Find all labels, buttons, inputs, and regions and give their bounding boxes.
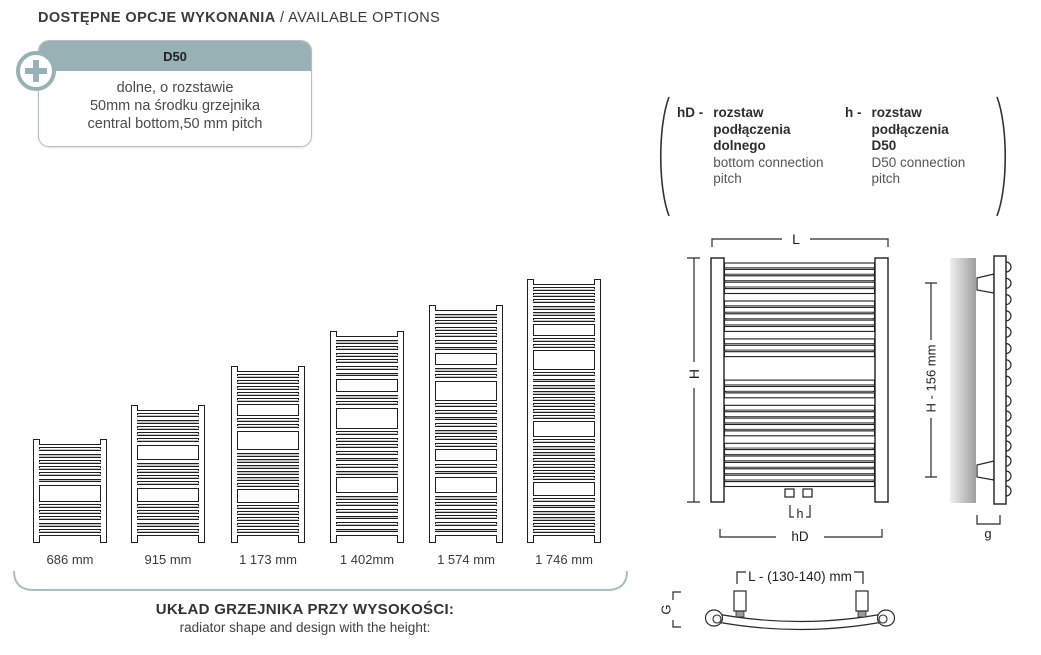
dim-label-hD: hD bbox=[791, 529, 809, 544]
radiator-tube bbox=[336, 336, 398, 341]
radiator-tube bbox=[435, 467, 497, 472]
side-view-tube-end bbox=[1006, 360, 1011, 370]
dim-label-H156: H - 156 mm bbox=[923, 344, 939, 413]
radiator-tube bbox=[533, 290, 595, 294]
radiator-tube bbox=[435, 426, 497, 431]
legend-item-hd bbox=[677, 105, 824, 188]
radiator-tube bbox=[435, 473, 497, 478]
front-view-tube bbox=[725, 263, 875, 268]
front-view-rail-left bbox=[711, 258, 724, 502]
side-view-tube-end bbox=[1006, 426, 1011, 436]
radiator-tube bbox=[435, 505, 497, 510]
radiator-tube bbox=[137, 466, 199, 470]
front-view-tube bbox=[725, 307, 875, 312]
radiator-tube bbox=[533, 532, 595, 536]
radiator-tube bbox=[237, 468, 299, 472]
radiator-tube bbox=[39, 450, 101, 454]
option-card-line-1: dolne, o rozstawie bbox=[116, 80, 234, 96]
radiator-tube bbox=[533, 394, 595, 398]
radiator-tube bbox=[137, 501, 199, 505]
radiator-tube bbox=[533, 341, 595, 345]
front-view-connection-stub-right bbox=[803, 489, 812, 497]
radiator-tube bbox=[435, 371, 497, 376]
front-view-rungs bbox=[725, 263, 875, 487]
radiator-tube bbox=[533, 388, 595, 392]
radiator-tube bbox=[39, 507, 101, 511]
radiator-tube bbox=[237, 401, 299, 405]
option-card-line-3: central bottom,50 mm pitch bbox=[87, 116, 263, 132]
radiator-tube bbox=[533, 406, 595, 410]
radiator-rail-right bbox=[594, 279, 601, 543]
radiator-tube bbox=[533, 467, 595, 471]
radiator-tube bbox=[39, 526, 101, 530]
radiator-tube bbox=[533, 479, 595, 483]
legend-hd-line: podłączenia bbox=[713, 121, 791, 137]
radiator-tube bbox=[533, 315, 595, 319]
dim-label-L: L bbox=[792, 231, 800, 247]
radiator-tube bbox=[435, 364, 497, 369]
radiator-tube bbox=[336, 499, 398, 504]
front-view-tube bbox=[725, 425, 875, 430]
radiator-tube bbox=[137, 513, 199, 517]
radiator-tube bbox=[336, 492, 398, 497]
radiator-tube bbox=[237, 486, 299, 490]
front-view-tube bbox=[725, 431, 875, 436]
dim-label-h: h bbox=[796, 507, 804, 521]
radiator-tube bbox=[435, 446, 497, 451]
caption-line-en: radiator shape and design with the height: bbox=[179, 620, 431, 635]
radiator-tube bbox=[237, 532, 299, 536]
front-view-tube bbox=[725, 352, 875, 357]
front-view-radiator bbox=[711, 258, 888, 502]
radiator-tube bbox=[336, 356, 398, 361]
top-view-bracket-left-foot bbox=[736, 611, 744, 617]
radiator-tube bbox=[336, 428, 398, 433]
radiator-tube bbox=[137, 472, 199, 476]
top-view-collector-right-inner bbox=[879, 615, 887, 623]
radiator-tube bbox=[237, 415, 299, 419]
radiator-1173mm bbox=[231, 366, 305, 567]
radiator-tube bbox=[336, 349, 398, 354]
radiator-tube bbox=[39, 469, 101, 473]
caption-line-pl: UKŁAD GRZEJNIKA PRZY WYSOKOŚCI: bbox=[155, 601, 455, 618]
front-view-tube bbox=[725, 320, 875, 325]
radiator-tube bbox=[336, 460, 398, 465]
radiator-tube bbox=[533, 526, 595, 530]
front-view-tube bbox=[725, 462, 875, 467]
front-view-tube bbox=[725, 269, 875, 274]
radiator-tube bbox=[137, 526, 199, 530]
side-view-tube-end bbox=[1006, 486, 1011, 496]
front-view-tube bbox=[725, 482, 875, 487]
radiator-tube bbox=[137, 484, 199, 488]
radiator-tube bbox=[237, 480, 299, 484]
top-view-collector-left-inner bbox=[713, 615, 721, 623]
side-view-bracket-top bbox=[977, 274, 994, 293]
radiator-tube bbox=[39, 444, 101, 448]
radiator-1402mm bbox=[330, 331, 404, 567]
front-view-tube bbox=[725, 327, 875, 332]
radiator-tube bbox=[237, 389, 299, 393]
radiator-1574mm bbox=[429, 305, 503, 567]
radiator-tube bbox=[435, 323, 497, 328]
radiator-tube bbox=[533, 501, 595, 505]
radiator-tube bbox=[237, 526, 299, 530]
radiator-tube bbox=[39, 475, 101, 479]
front-view-tube bbox=[725, 339, 875, 344]
radiator-tube bbox=[435, 433, 497, 438]
side-view-tube-end bbox=[1006, 376, 1011, 386]
side-view-tube-end bbox=[1006, 411, 1011, 421]
option-card-header: D50 bbox=[39, 41, 311, 71]
legend bbox=[655, 95, 1015, 220]
top-view-bracket-right bbox=[856, 591, 868, 611]
radiator-rungs bbox=[237, 371, 299, 538]
front-view-tube bbox=[725, 412, 875, 417]
radiator-tube bbox=[39, 501, 101, 505]
radiator-tube bbox=[435, 343, 497, 348]
radiator-rail-right bbox=[397, 331, 404, 543]
option-card-line-2: 50mm na środku grzejnika bbox=[89, 98, 261, 114]
radiator-height-label: 1 746 mm bbox=[535, 552, 593, 567]
radiator-rungs bbox=[39, 444, 101, 538]
radiator-height-label: 1 402mm bbox=[339, 552, 395, 567]
radiator-tube bbox=[137, 532, 199, 536]
legend-text-h bbox=[872, 105, 966, 188]
side-view-tube-end bbox=[1006, 441, 1011, 451]
front-view-tube bbox=[725, 443, 875, 448]
radiator-tube bbox=[435, 499, 497, 504]
radiator-tube bbox=[237, 462, 299, 466]
side-view-collector bbox=[994, 256, 1006, 504]
radiator-rail-right bbox=[100, 439, 107, 543]
radiator-tube bbox=[137, 507, 199, 511]
lineup-caption bbox=[60, 601, 550, 635]
radiator-tube bbox=[336, 398, 398, 403]
front-view-tube bbox=[725, 405, 875, 410]
radiator-tube bbox=[533, 514, 595, 518]
side-view-wall bbox=[950, 258, 976, 503]
legend-text-hd bbox=[713, 105, 823, 188]
radiator-tube bbox=[435, 349, 497, 354]
radiator-tube bbox=[137, 435, 199, 439]
radiator-tube bbox=[533, 449, 595, 453]
radiator-tube bbox=[336, 518, 398, 523]
radiator-height-label: 915 mm bbox=[144, 552, 192, 567]
radiator-tube bbox=[533, 495, 595, 499]
front-view-tube bbox=[725, 345, 875, 350]
top-view-collector-right bbox=[878, 610, 895, 626]
radiator-tube bbox=[336, 441, 398, 446]
radiator-tube bbox=[435, 413, 497, 418]
radiator-tube bbox=[336, 467, 398, 472]
side-view-tube-end bbox=[1006, 456, 1011, 466]
radiator-tube bbox=[237, 502, 299, 506]
radiator-tube bbox=[137, 423, 199, 427]
legend-item-h bbox=[845, 105, 965, 188]
radiator-tube bbox=[435, 439, 497, 444]
radiator-tube bbox=[137, 410, 199, 414]
radiator-tube bbox=[533, 321, 595, 325]
side-view-tube-end bbox=[1006, 278, 1011, 288]
radiator-1746mm bbox=[527, 279, 601, 567]
radiator-tube bbox=[336, 474, 398, 479]
radiator-tube bbox=[435, 492, 497, 497]
radiator-tube bbox=[237, 514, 299, 518]
side-view-tube-end bbox=[1006, 327, 1011, 337]
radiator-tube bbox=[137, 519, 199, 523]
radiator-tube bbox=[237, 508, 299, 512]
radiator-tube bbox=[435, 330, 497, 335]
front-view-tube bbox=[725, 393, 875, 398]
front-view-tube bbox=[725, 475, 875, 480]
radiator-rungs bbox=[533, 284, 595, 538]
radiator-tube bbox=[39, 532, 101, 536]
side-view-tube-ends bbox=[1006, 262, 1011, 496]
dim-label-g: g bbox=[984, 526, 992, 541]
legend-h-line-en: D50 connection bbox=[871, 154, 966, 170]
radiator-tube bbox=[237, 421, 299, 425]
side-view-bracket-bottom bbox=[977, 461, 994, 480]
radiator-tube bbox=[533, 461, 595, 465]
side-view-tube-end bbox=[1006, 295, 1011, 305]
radiator-tube bbox=[435, 310, 497, 315]
radiator-tube bbox=[336, 369, 398, 374]
radiator-tube bbox=[137, 416, 199, 420]
dim-label-L-pitch: L - (130-140) mm bbox=[748, 569, 852, 584]
radiator-tube bbox=[237, 449, 299, 453]
radiator-tube bbox=[39, 463, 101, 467]
front-view-tube bbox=[725, 301, 875, 306]
radiator-tube bbox=[39, 481, 101, 485]
radiator-tube bbox=[533, 455, 595, 459]
radiator-tube bbox=[533, 442, 595, 446]
radiator-rail-right bbox=[198, 405, 205, 543]
legend-term-hd: hD - bbox=[677, 105, 704, 120]
radiator-tube bbox=[435, 406, 497, 411]
side-view-tube-end bbox=[1006, 344, 1011, 354]
page-title-en: AVAILABLE OPTIONS bbox=[288, 10, 441, 26]
radiator-tube bbox=[533, 400, 595, 404]
radiator-tube bbox=[435, 317, 497, 322]
radiator-tube bbox=[435, 400, 497, 405]
radiator-tube bbox=[237, 395, 299, 399]
front-view-rail-right bbox=[875, 258, 888, 502]
radiator-tube bbox=[533, 381, 595, 385]
front-view-connection-stub-left bbox=[785, 489, 794, 497]
radiator-tube bbox=[533, 375, 595, 379]
top-view-bracket-right-foot bbox=[858, 611, 866, 617]
radiator-tube bbox=[336, 505, 398, 510]
dim-marks-G bbox=[673, 592, 681, 627]
dim-line-g bbox=[977, 515, 1000, 524]
radiator-tube bbox=[435, 525, 497, 530]
legend-term-h: h - bbox=[845, 105, 862, 120]
radiator-height-label: 1 173 mm bbox=[239, 552, 297, 567]
legend-hd-line-en: pitch bbox=[713, 171, 742, 186]
legend-h-line-en: pitch bbox=[871, 171, 901, 186]
radiator-tube bbox=[336, 362, 398, 367]
radiator-tube bbox=[237, 427, 299, 431]
side-view-tube-end bbox=[1006, 471, 1011, 481]
radiator-tube bbox=[435, 419, 497, 424]
legend-h-line: rozstaw bbox=[871, 105, 922, 120]
radiator-tube bbox=[137, 429, 199, 433]
radiator-tube bbox=[137, 478, 199, 482]
radiator-915mm bbox=[131, 405, 205, 567]
radiator-tube bbox=[533, 412, 595, 416]
radiator-tube bbox=[336, 447, 398, 452]
radiator-tube bbox=[533, 347, 595, 351]
radiator-tube bbox=[237, 377, 299, 381]
radiator-tube bbox=[435, 512, 497, 517]
radiator-tube bbox=[533, 302, 595, 306]
radiator-rungs bbox=[137, 410, 199, 538]
front-view-tube bbox=[725, 387, 875, 392]
radiator-tube bbox=[336, 343, 398, 348]
radiator-tube bbox=[533, 436, 595, 440]
dim-label-G: G bbox=[658, 604, 674, 615]
legend-hd-line: dolnego bbox=[713, 138, 766, 153]
radiator-rungs bbox=[435, 310, 497, 538]
radiator-tube bbox=[533, 296, 595, 300]
legend-hd-line-en: bottom connection bbox=[713, 154, 824, 170]
radiator-tube bbox=[435, 377, 497, 382]
radiator-tube bbox=[533, 335, 595, 339]
radiator-tube bbox=[533, 520, 595, 524]
radiator-tube bbox=[336, 375, 398, 380]
radiator-tube bbox=[39, 513, 101, 517]
radiator-tube bbox=[435, 531, 497, 536]
radiator-tube bbox=[435, 460, 497, 465]
radiator-rail-right bbox=[496, 305, 503, 543]
legend-hd-line: rozstaw bbox=[713, 105, 764, 120]
radiator-tube bbox=[533, 507, 595, 511]
radiator-tube bbox=[237, 371, 299, 375]
page-title-separator: / bbox=[275, 10, 289, 26]
front-view-tube bbox=[725, 450, 875, 455]
radiator-tube bbox=[39, 457, 101, 461]
radiator-tube bbox=[336, 454, 398, 459]
front-view-tube bbox=[725, 289, 875, 294]
top-view-collector-left bbox=[706, 610, 723, 626]
side-view-tube-end bbox=[1006, 262, 1011, 272]
radiator-tube bbox=[533, 369, 595, 373]
radiator-tube bbox=[533, 284, 595, 288]
radiator-tube bbox=[336, 404, 398, 409]
legend-h-line: D50 bbox=[871, 138, 897, 153]
radiator-tube bbox=[237, 520, 299, 524]
front-view-tube bbox=[725, 380, 875, 385]
front-view-tube bbox=[725, 276, 875, 281]
top-view-bracket-left bbox=[734, 591, 746, 611]
top-view-curved-tube bbox=[712, 613, 888, 630]
radiator-tube bbox=[137, 441, 199, 445]
radiator-tube bbox=[435, 336, 497, 341]
radiator-tube bbox=[237, 474, 299, 478]
front-view-tube bbox=[725, 456, 875, 461]
radiator-rail-right bbox=[298, 366, 305, 543]
radiator-tube bbox=[137, 459, 199, 463]
dim-label-H: H bbox=[686, 368, 702, 380]
radiator-height-label: 686 mm bbox=[46, 552, 94, 567]
radiator-rungs bbox=[336, 336, 398, 538]
front-view-tube bbox=[725, 418, 875, 423]
radiator-tube bbox=[533, 309, 595, 313]
front-view-tube bbox=[725, 282, 875, 287]
radiator-tube bbox=[336, 434, 398, 439]
page-title-pl: DOSTĘPNE OPCJE WYKONANIA bbox=[38, 10, 276, 26]
radiator-height-label: 1 574 mm bbox=[437, 552, 495, 567]
radiator-tube bbox=[336, 525, 398, 530]
radiator-tube bbox=[533, 473, 595, 477]
radiator-tube bbox=[336, 391, 398, 396]
front-view-tube bbox=[725, 314, 875, 319]
radiator-686mm bbox=[33, 439, 107, 567]
radiator-tube bbox=[435, 518, 497, 523]
front-view-tube bbox=[725, 469, 875, 474]
legend-h-line: podłączenia bbox=[871, 121, 949, 137]
radiator-tube bbox=[336, 512, 398, 517]
radiator-tube bbox=[533, 418, 595, 422]
radiator-tube bbox=[237, 383, 299, 387]
front-view-dimensions bbox=[687, 239, 888, 537]
side-view-tube-end bbox=[1006, 311, 1011, 321]
side-view-tube-end bbox=[1006, 396, 1011, 406]
radiator-tube bbox=[237, 456, 299, 460]
radiator-tube bbox=[39, 519, 101, 523]
radiator-tube bbox=[336, 531, 398, 536]
